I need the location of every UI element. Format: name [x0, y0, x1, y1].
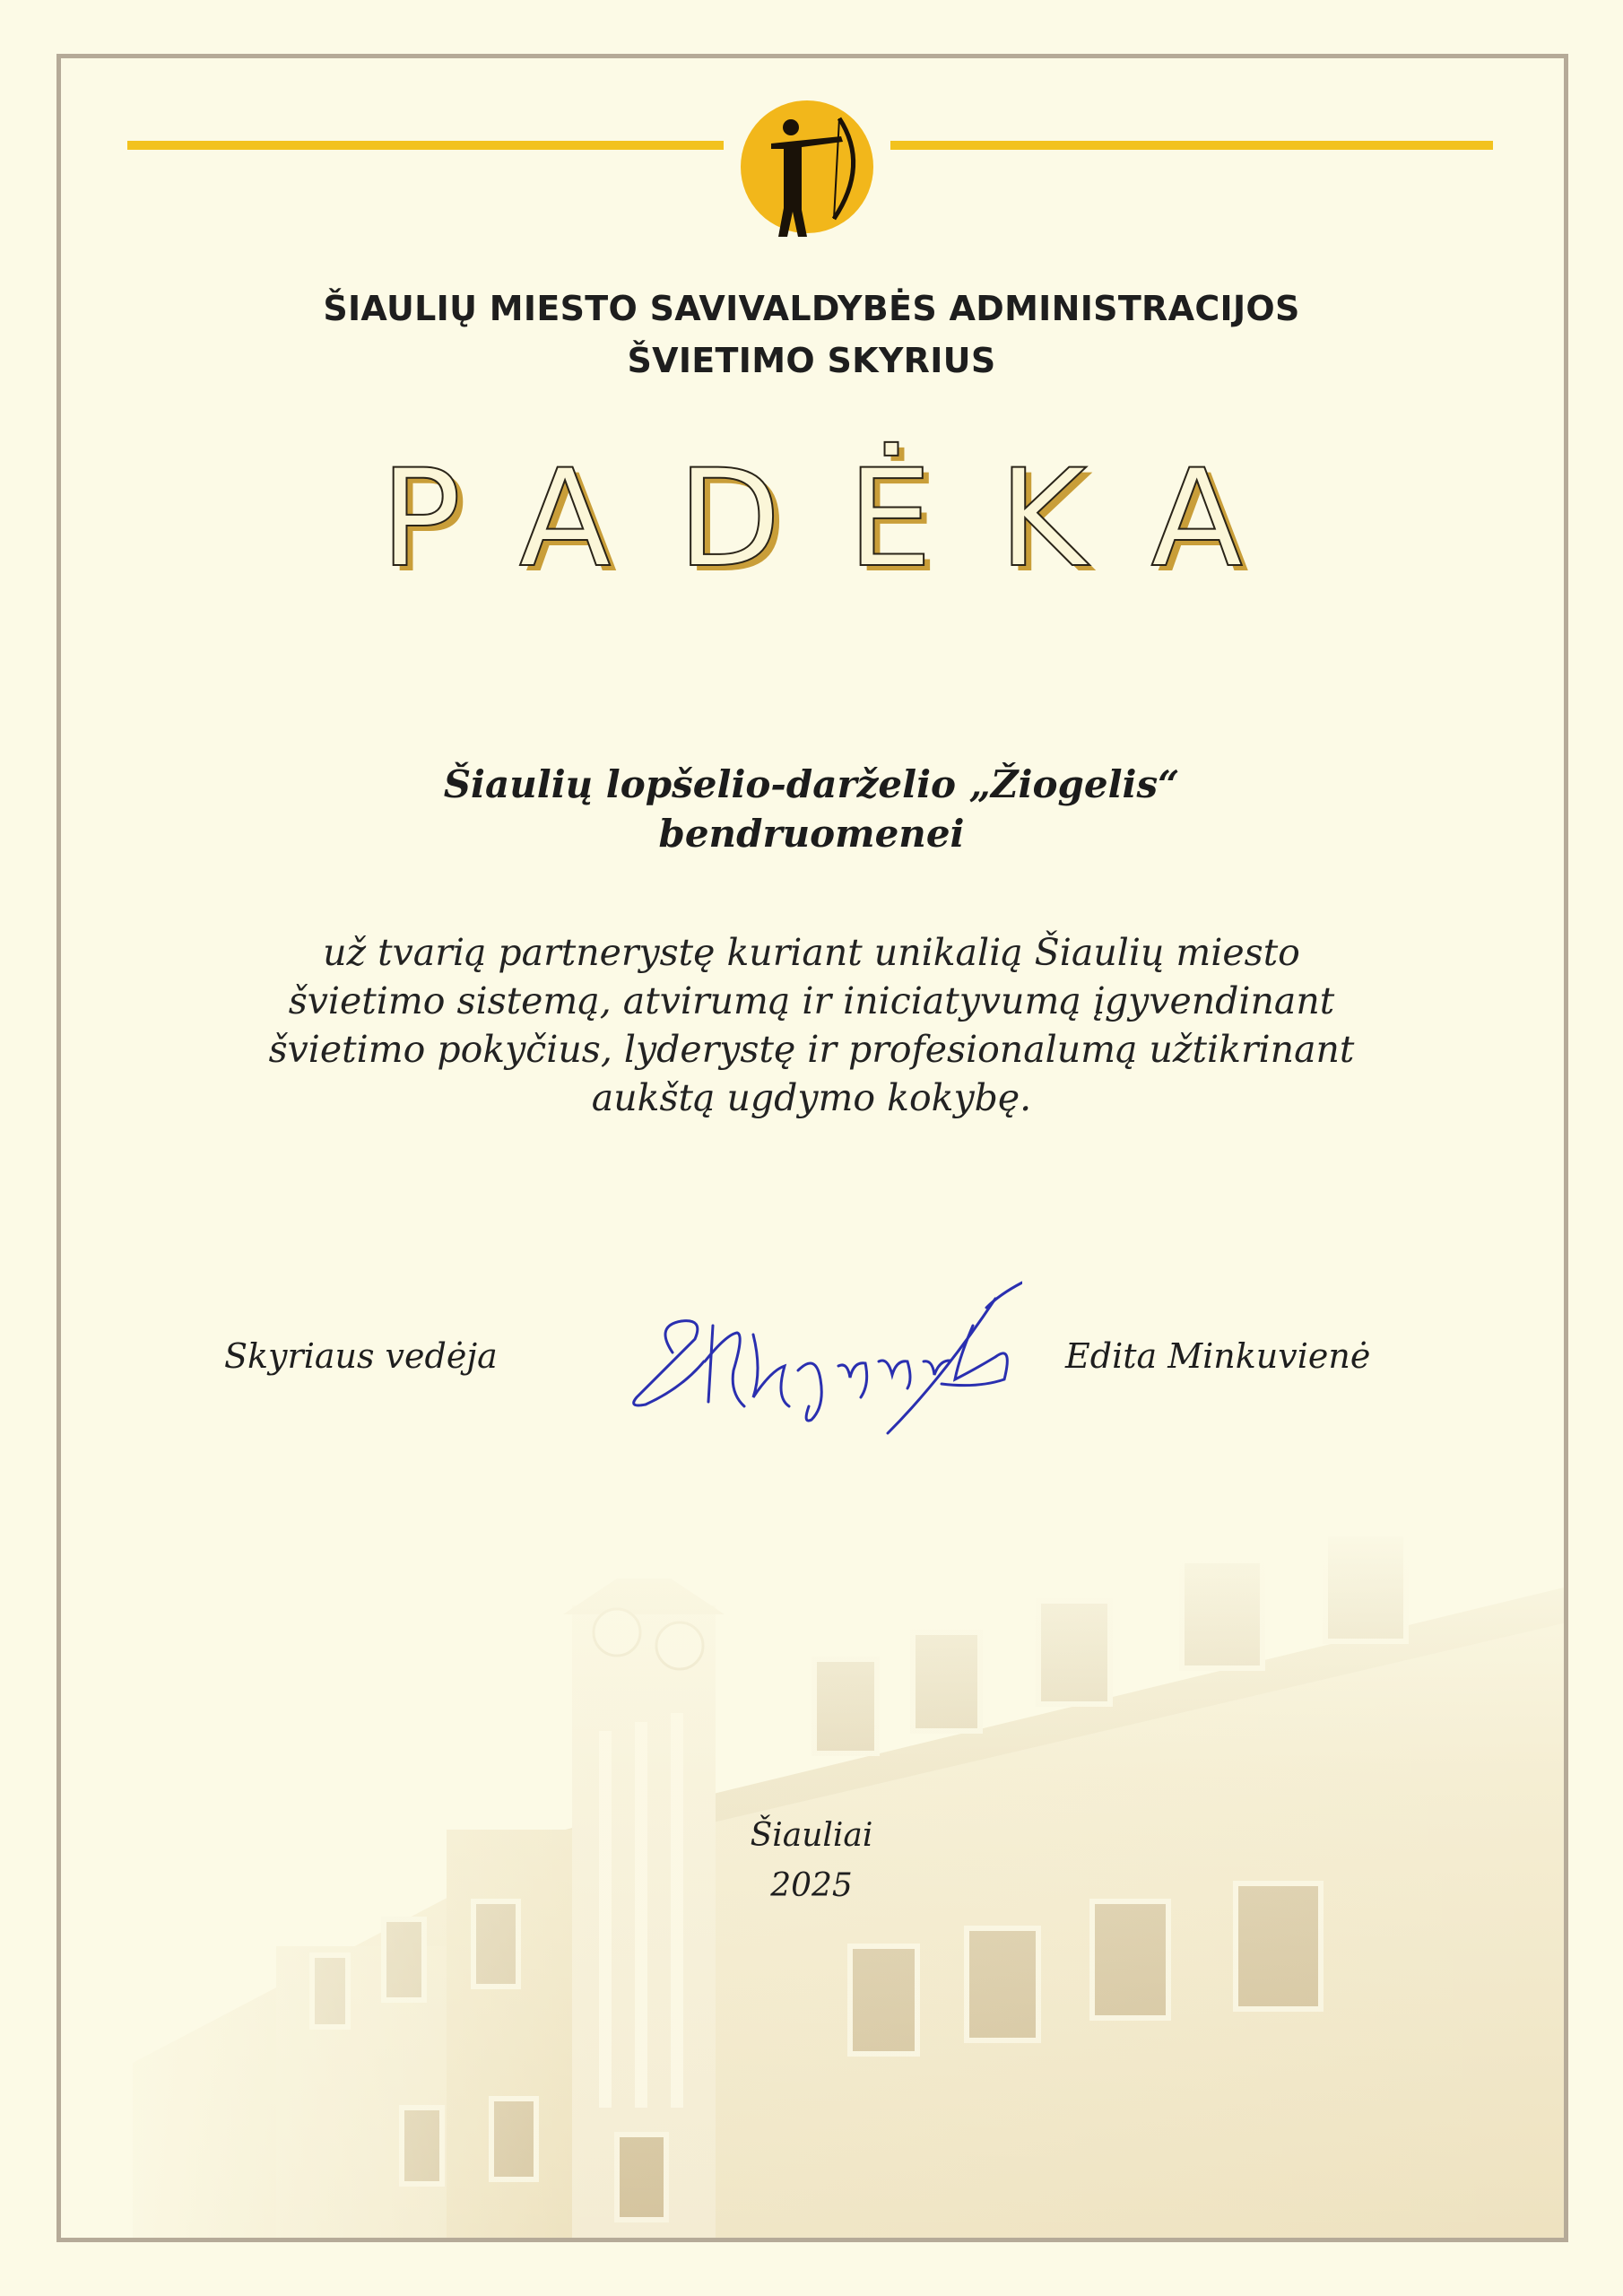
header-rule-right: [890, 141, 1493, 150]
issuer-name: ŠIAULIŲ MIESTO SAVIVALDYBĖS ADMINISTRACIJOS: [323, 289, 1300, 328]
signatory-name: Edita Minkuvienė: [1065, 1336, 1371, 1376]
header-rule-left: [127, 141, 724, 150]
citation-line: už tvarią partnerystę kuriant unikalią Šiaulių miesto: [323, 931, 1300, 974]
citation-line: aukštą ugdymo kokybę.: [591, 1076, 1032, 1119]
issue-year: 2025: [770, 1867, 853, 1904]
recipient-line-1: Šiaulių lopšelio-darželio „Žiogelis“: [443, 762, 1180, 806]
issue-city: Šiauliai: [750, 1817, 873, 1854]
signatory-role: Skyriaus vedėja: [224, 1336, 498, 1376]
citation-text: [0, 928, 1623, 1122]
archer-logo-icon: [735, 93, 879, 246]
certificate-title: PADĖKA: [379, 441, 1310, 597]
recipient-line-2: bendruomenei: [658, 812, 965, 856]
citation-line: švietimo sistemą, atvirumą ir iniciatyvumą įgyvendinant: [288, 979, 1335, 1022]
citation-line: švietimo pokyčius, lyderystę ir profesionalumą užtikrinant: [268, 1028, 1355, 1071]
issuer-department: ŠVIETIMO SKYRIUS: [627, 341, 996, 380]
certificate-border: [56, 54, 1568, 2242]
handwritten-signature: [619, 1272, 1022, 1438]
